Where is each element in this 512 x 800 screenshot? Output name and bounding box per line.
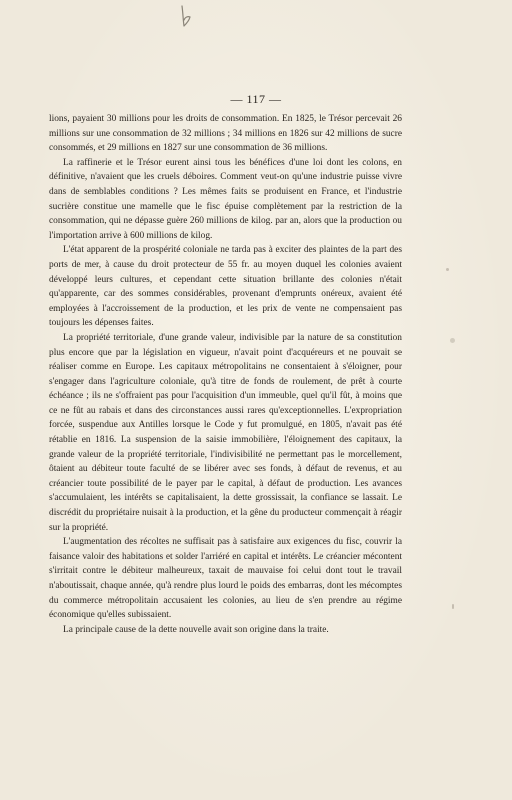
paragraph: La propriété territoriale, d'une grande valeur, indivisible par la nature de sa constitution plus encore que par la législation en vigueur, n'avait point d'acquéreurs et ne pouvait se réaliser comme en Europe. Les capitaux métropolitains ne consentaient à s'éloigner, pour s'engager dans l'agriculture coloniale, qu'à titre de fonds de roulement, de prêt à courte échéance ; ils ne s'offraient pas pour l'acquisition d'un immeuble, quel qu'il fût, à moins que ce ne fût au rabais et dans des circonstances aussi rares qu'exceptionnelles. L'expropriation forcée, suspendue aux Antilles lorsque le Code y fut promulgué, en 1805, n'avait pas été rétablie en 1816. La suspension de la saisie immobilière, l'éloignement des capitaux, la grande valeur de la propriété territoriale, l'indivisibilité ne permettant pas le morcellement, ôtaient au débiteur toute faculté de se libérer avec ses fonds, à défaut de revenus, et au créancier toute possibilité de le payer par le capital, à défaut de production. Les avances s'accumulaient, les intérêts se capitalisaient, la dette grossissait, la confiance se lassait. Le discrédit du propriétaire nuisait à la production, et la gêne du producteur commençait à réagir sur la propriété. bbox=[49, 332, 402, 533]
margin-speck bbox=[452, 604, 454, 609]
paragraph: L'augmentation des récoltes ne suffisait pas à satisfaire aux exigences du fisc, couvrir la faisance valoir des habitations et solder l'arriéré en capital et intérêts. Le créancier mécontent s'irritait contre le débiteur malheureux, taxait de mauvaise foi celui dont tout le travail n'aboutissait, chaque année, qu'à rendre plus lourd le poids des embarras, dont les mécomptes du commerce métropolitain accusaient les colonies, au lieu de s'en prendre au régime économique qu'elles subissaient. bbox=[49, 537, 402, 621]
margin-speck bbox=[450, 338, 455, 343]
margin-speck bbox=[446, 268, 449, 271]
paragraph: lions, payaient 30 millions pour les droits de consommation. En 1825, le Trésor percevait 26 millions sur une consommation de 32 millions ; 34 millions en 1826 sur 42 millions de sucre consommés, et 29 millions en 1827 sur une consommation de 36 millions. bbox=[49, 114, 402, 154]
page-number: — 117 — bbox=[230, 92, 282, 106]
paragraph: La principale cause de la dette nouvelle avait son origine dans la traite. bbox=[63, 624, 329, 635]
body-text bbox=[49, 112, 402, 637]
paragraph: La raffinerie et le Trésor eurent ainsi tous les bénéfices d'une loi dont les colons, en définitive, n'avaient que les cruels déboires. Comment veut-on qu'une industrie puisse vivre dans de semblables conditions ? Les mêmes faits se produisent en France, et l'industrie sucrière constitue une mamelle que le fisc épuise complètement par la restriction de la consommation, qui ne dépasse guère 260 millions de kilog. par an, alors que la production ou l'importation arrive à 600 millions de kilog. bbox=[49, 157, 402, 241]
pencil-mark-icon bbox=[180, 4, 192, 32]
paragraph: L'état apparent de la prospérité coloniale ne tarda pas à exciter des plaintes de la part des ports de mer, à cause du droit protecteur de 55 fr. au moyen duquel les colonies avaient développé leurs cultures, et cependant cette situation brillante des colonies n'était qu'apparente, car des sommes considérables, provenant d'emprunts onéreux, avaient été employées à l'accroissement de la production, et les prix de vente ne compensaient pas toujours les dépenses faites. bbox=[49, 245, 402, 329]
